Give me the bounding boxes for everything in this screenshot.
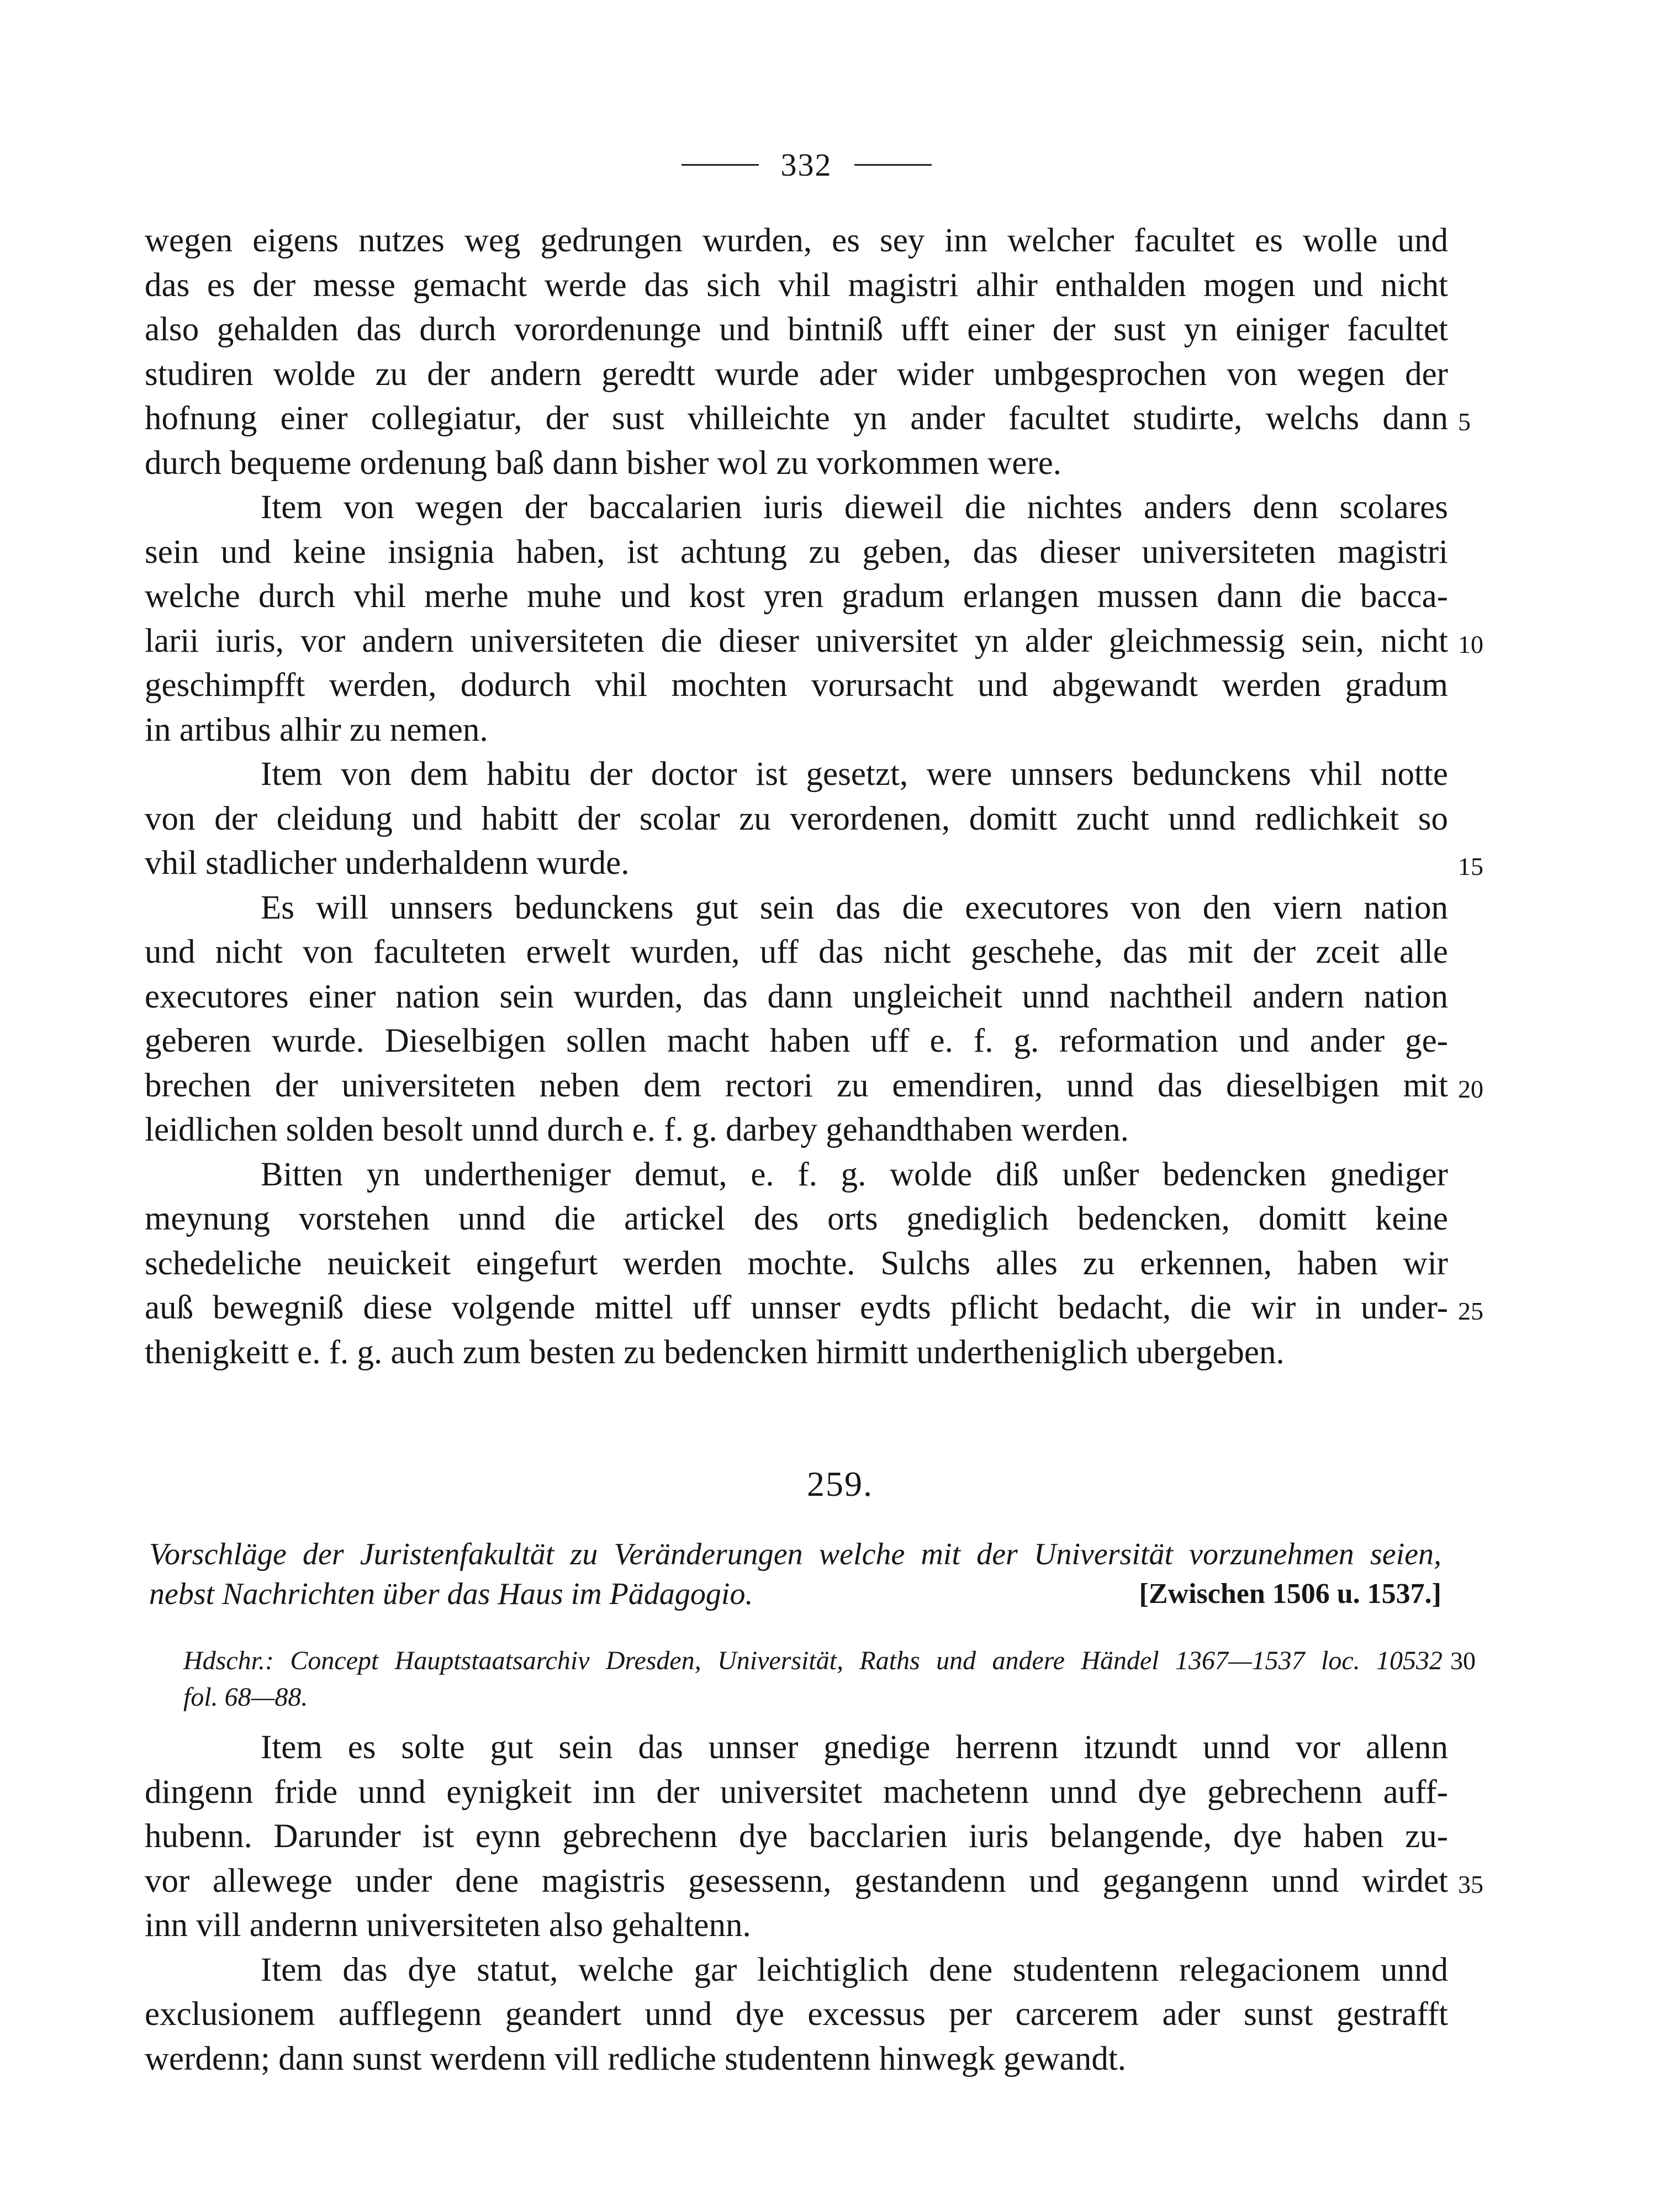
text-line: Es will unnsers bedunckens gut sein das die executores von den viern nation — [261, 889, 1448, 926]
text-line: brechen der universiteten neben dem rectori zu emendiren, unnd das dieselbigen mit 20 — [145, 1064, 1448, 1109]
paragraph-fride — [145, 1726, 1483, 1948]
text-line: hofnung einer collegiatur, der sust vhilleichte yn ander facultet studirte, welchs dann 5 — [145, 397, 1448, 441]
text-line: welche durch vhil merhe muhe und kost yren gradum erlangen mussen dann die bacca- — [145, 578, 1448, 615]
line-number: 15 — [1458, 852, 1483, 880]
line-number: 20 — [1458, 1074, 1483, 1103]
section-number: 259. — [807, 1464, 873, 1504]
text-line: durch bequeme ordenung baß dann bisher wol zu vorkommen were. — [145, 444, 1062, 482]
text-line: Bitten yn undertheniger demut, e. f. g. wolde diß unßer bedencken gnediger — [261, 1156, 1448, 1193]
section-text-block — [145, 1726, 1483, 2081]
text-line: also gehalden das durch vorordenunge und bintniß ufft einer der sust yn einiger facultet — [145, 311, 1448, 348]
line-number: 5 — [1458, 408, 1471, 436]
text-line: schedeliche neuickeit eingefurt werden mochte. Sulchs alles zu erkennen, haben wir — [145, 1244, 1448, 1282]
text-line: Item von wegen der baccalarien iuris dieweil die nichtes anders denn scolares — [261, 489, 1448, 526]
text-line: dingenn fride unnd eynigkeit inn der universitet machetenn unnd dye gebrechenn auff- — [145, 1773, 1448, 1811]
text-line: geberen wurde. Dieselbigen sollen macht haben uff e. f. g. reformation und ander ge- — [145, 1022, 1448, 1059]
text-line: wegen eigens nutzes weg gedrungen wurden, es sey inn welcher facultet es wolle und — [145, 222, 1448, 259]
text-line: in artibus alhir zu nemen. — [145, 711, 488, 748]
text-line: vhil stadlicher underhaldenn wurde. 15 — [145, 841, 1448, 886]
text-line: geschimpfft werden, dodurch vhil mochten vorursacht und abgewandt werden gradum — [145, 667, 1448, 704]
section-title — [149, 1534, 1441, 1614]
text-line: von der cleidung und habitt der scolar zu verordenen, domitt zucht unnd redlichkeit so — [145, 800, 1448, 837]
text-line: studiren wolde zu der andern geredtt wurde ader wider umbgesprochen von wegen der — [145, 355, 1448, 393]
text-line: exclusionem aufflegenn geandert unnd dye excessus per carcerem ader sunst gestrafft — [145, 1996, 1448, 2033]
paragraph-habitu — [145, 752, 1483, 886]
text-line: larii iuris, vor andern universiteten die dieser universitet yn alder gleichmessig sein, nicht 10 — [145, 619, 1448, 664]
title-line-with-date — [149, 1574, 1441, 1614]
paragraph-continuation — [145, 219, 1471, 486]
text-line: das es der messe gemacht werde das sich vhil magistri alhir enthalden mogen und nicht — [145, 266, 1448, 304]
line-number: 10 — [1458, 630, 1483, 658]
header-rule-left — [681, 164, 759, 166]
title-line: Vorschläge der Juristenfakultät zu Veränderungen welche mit der Universität vorzunehmen seien, — [149, 1537, 1441, 1571]
source-line: fol. 68—88. — [183, 1682, 308, 1712]
title-line: nebst Nachrichten über das Haus im Pädagogio. — [149, 1577, 753, 1611]
line-number: 35 — [1458, 1870, 1483, 1898]
text-line: auß bewegniß diese volgende mittel uff unnser eydts pflicht bedacht, die wir in under- 25 — [145, 1286, 1448, 1331]
source-line: Hdschr.: Concept Hauptstaatsarchiv Dresden, Universität, Raths und andere Händel 1367—1537 loc. 10532 — [183, 1646, 1443, 1675]
header-rule-right — [854, 164, 932, 166]
line-number: 30 — [1450, 1647, 1476, 1675]
text-line: Item das dye statut, welche gar leichtiglich dene studentenn relegacionem unnd — [261, 1951, 1448, 1988]
paragraph-bitten — [145, 1153, 1483, 1375]
text-line: sein und keine insignia haben, ist achtung zu geben, das dieser universiteten magistri — [145, 533, 1448, 571]
text-line: thenigkeitt e. f. g. auch zum besten zu bedencken hirmitt undertheniglich ubergeben. — [145, 1333, 1285, 1371]
text-line: leidlichen solden besolt unnd durch e. f. g. darbey gehandthaben werden. — [145, 1111, 1129, 1148]
text-line: vor allewege under dene magistris gesessenn, gestandenn und gegangenn unnd wirdet 35 — [145, 1859, 1448, 1904]
paragraph-statut — [145, 1948, 1448, 2082]
text-line: und nicht von faculteten erwelt wurden, uff das nicht geschehe, das mit der zceit alle — [145, 933, 1448, 970]
main-text-block — [145, 219, 1483, 1375]
date-range: [Zwischen 1506 u. 1537.] — [1139, 1578, 1441, 1610]
paragraph-executores — [145, 886, 1483, 1153]
text-line: executores einer nation sein wurden, das dann ungleicheit unnd nachtheil andern nation — [145, 978, 1448, 1015]
paragraph-baccalarien — [145, 486, 1483, 752]
page-header — [652, 143, 961, 187]
text-line: hubenn. Darunder ist eynn gebrechenn dye bacclarien iuris belangende, dye haben zu- — [145, 1818, 1448, 1855]
line-number: 25 — [1458, 1297, 1483, 1325]
text-line: Item von dem habitu der doctor ist gesetzt, were unnsers bedunckens vhil notte — [261, 756, 1448, 793]
text-line: meynung vorstehen unnd die artickel des orts gnediglich bedencken, domitt keine — [145, 1200, 1448, 1237]
page-number: 332 — [780, 146, 832, 183]
source-note — [183, 1643, 1476, 1716]
text-line: werdenn; dann sunst werdenn vill redliche studentenn hinwegk gewandt. — [145, 2040, 1127, 2077]
text-line: inn vill andernn universiteten also gehaltenn. — [145, 1907, 751, 1944]
text-line: Item es solte gut sein das unnser gnedige herrenn itzundt unnd vor allenn — [261, 1729, 1448, 1766]
